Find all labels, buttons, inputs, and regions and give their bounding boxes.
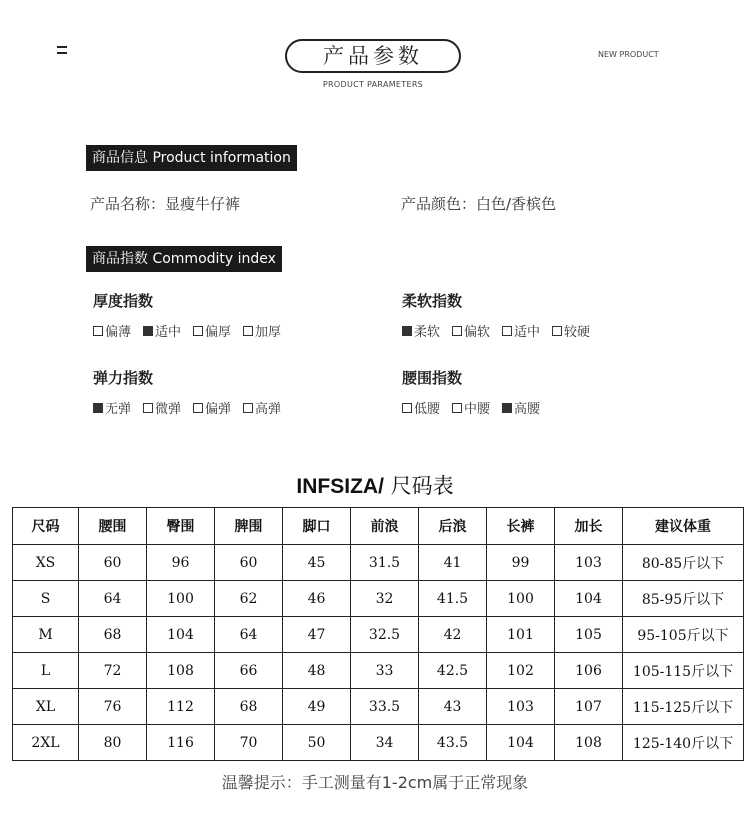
menu-icon[interactable] [57, 46, 67, 58]
checkbox-checked-icon [502, 403, 512, 413]
index-group-softness [402, 290, 602, 340]
checkbox-icon [193, 326, 203, 336]
checkbox-checked-icon [143, 326, 153, 336]
table-cell: 103 [555, 545, 623, 581]
table-cell: 64 [79, 581, 147, 617]
index-title: 柔软指数 [402, 292, 463, 310]
table-cell: 108 [147, 653, 215, 689]
table-cell: XL [13, 689, 79, 725]
table-cell: 103 [487, 689, 555, 725]
option[interactable]: 偏软 [452, 321, 490, 340]
table-row [13, 653, 744, 689]
column-header: 建议体重 [623, 508, 744, 545]
table-row [13, 725, 744, 761]
table-cell: 80 [79, 725, 147, 761]
table-cell: 49 [283, 689, 351, 725]
measurement-tip: 温馨提示：手工测量有1-2cm属于正常现象 [221, 773, 529, 792]
option[interactable]: 偏弹 [193, 398, 231, 417]
table-cell: 33 [351, 653, 419, 689]
table-cell: 33.5 [351, 689, 419, 725]
column-header: 脾围 [215, 508, 283, 545]
table-cell: 66 [215, 653, 283, 689]
table-row [13, 617, 744, 653]
table-cell: 34 [351, 725, 419, 761]
new-product-label: NEW PRODUCT [598, 50, 659, 59]
option[interactable]: 中腰 [452, 398, 490, 417]
table-cell: 46 [283, 581, 351, 617]
option[interactable]: 无弹 [93, 398, 131, 417]
table-cell: 32.5 [351, 617, 419, 653]
table-cell: 100 [147, 581, 215, 617]
option-row [93, 398, 293, 417]
table-cell: 47 [283, 617, 351, 653]
table-row [13, 581, 744, 617]
column-header: 尺码 [13, 508, 79, 545]
checkbox-checked-icon [93, 403, 103, 413]
table-cell: 116 [147, 725, 215, 761]
table-cell: 64 [215, 617, 283, 653]
table-cell: S [13, 581, 79, 617]
table-cell: 60 [79, 545, 147, 581]
checkbox-icon [452, 403, 462, 413]
table-cell: 115-125斤以下 [623, 689, 744, 725]
index-group-thickness [93, 290, 293, 340]
column-header: 腰围 [79, 508, 147, 545]
table-cell: 2XL [13, 725, 79, 761]
table-cell: L [13, 653, 79, 689]
table-cell: 108 [555, 725, 623, 761]
checkbox-icon [552, 326, 562, 336]
page-subtitle: PRODUCT PARAMETERS [322, 80, 424, 89]
checkbox-icon [243, 326, 253, 336]
table-cell: 104 [487, 725, 555, 761]
option[interactable]: 适中 [143, 321, 181, 340]
table-cell: 42 [419, 617, 487, 653]
table-cell: 105-115斤以下 [623, 653, 744, 689]
table-cell: XS [13, 545, 79, 581]
option[interactable]: 高腰 [502, 398, 540, 417]
table-cell: 80-85斤以下 [623, 545, 744, 581]
column-header: 前浪 [351, 508, 419, 545]
table-cell: 96 [147, 545, 215, 581]
option-row [93, 321, 293, 340]
table-cell: 68 [79, 617, 147, 653]
size-chart-title [0, 470, 750, 500]
option[interactable]: 较硬 [552, 321, 590, 340]
table-cell: 42.5 [419, 653, 487, 689]
table-cell: 85-95斤以下 [623, 581, 744, 617]
checkbox-icon [452, 326, 462, 336]
table-cell: M [13, 617, 79, 653]
table-cell: 105 [555, 617, 623, 653]
option[interactable]: 加厚 [243, 321, 281, 340]
table-cell: 72 [79, 653, 147, 689]
product-color: 产品颜色：白色/香槟色 [401, 195, 557, 213]
table-cell: 31.5 [351, 545, 419, 581]
table-cell: 101 [487, 617, 555, 653]
option[interactable]: 高弹 [243, 398, 281, 417]
table-cell: 104 [555, 581, 623, 617]
table-cell: 99 [487, 545, 555, 581]
column-header: 后浪 [419, 508, 487, 545]
column-header: 臀围 [147, 508, 215, 545]
index-title: 厚度指数 [93, 292, 154, 310]
option[interactable]: 柔软 [402, 321, 440, 340]
checkbox-icon [243, 403, 253, 413]
table-row [13, 545, 744, 581]
table-cell: 76 [79, 689, 147, 725]
size-chart-title-text: 尺码表 [383, 474, 454, 498]
column-header: 加长 [555, 508, 623, 545]
checkbox-icon [402, 403, 412, 413]
table-cell: 45 [283, 545, 351, 581]
checkbox-icon [143, 403, 153, 413]
table-cell: 43.5 [419, 725, 487, 761]
index-group-elasticity [93, 367, 293, 417]
column-header: 脚口 [283, 508, 351, 545]
table-cell: 95-105斤以下 [623, 617, 744, 653]
option[interactable]: 适中 [502, 321, 540, 340]
table-cell: 100 [487, 581, 555, 617]
option[interactable]: 偏厚 [193, 321, 231, 340]
index-title: 弹力指数 [93, 369, 154, 387]
table-cell: 43 [419, 689, 487, 725]
option[interactable]: 偏薄 [93, 321, 131, 340]
table-row [13, 689, 744, 725]
product-name: 产品名称：显瘦牛仔裤 [90, 195, 241, 213]
table-cell: 112 [147, 689, 215, 725]
page-title: 产品参数 [285, 39, 461, 73]
product-info-label: 商品信息 Product information [86, 145, 297, 171]
table-cell: 106 [555, 653, 623, 689]
table-cell: 32 [351, 581, 419, 617]
index-group-waist [402, 367, 552, 417]
checkbox-icon [502, 326, 512, 336]
table-cell: 41 [419, 545, 487, 581]
table-cell: 70 [215, 725, 283, 761]
table-cell: 41.5 [419, 581, 487, 617]
table-header-row [13, 508, 744, 545]
option[interactable]: 微弹 [143, 398, 181, 417]
index-title: 腰围指数 [402, 369, 463, 387]
checkbox-icon [193, 403, 203, 413]
table-cell: 102 [487, 653, 555, 689]
table-cell: 48 [283, 653, 351, 689]
option-row [402, 398, 552, 417]
checkbox-checked-icon [402, 326, 412, 336]
table-cell: 60 [215, 545, 283, 581]
table-cell: 50 [283, 725, 351, 761]
checkbox-icon [93, 326, 103, 336]
table-cell: 62 [215, 581, 283, 617]
table-cell: 104 [147, 617, 215, 653]
table-cell: 107 [555, 689, 623, 725]
column-header: 长裤 [487, 508, 555, 545]
commodity-index-label: 商品指数 Commodity index [86, 246, 282, 272]
size-table [12, 507, 744, 761]
size-chart-brand: INFSIZA/ [296, 475, 384, 498]
table-cell: 68 [215, 689, 283, 725]
option[interactable]: 低腰 [402, 398, 440, 417]
table-cell: 125-140斤以下 [623, 725, 744, 761]
option-row [402, 321, 602, 340]
